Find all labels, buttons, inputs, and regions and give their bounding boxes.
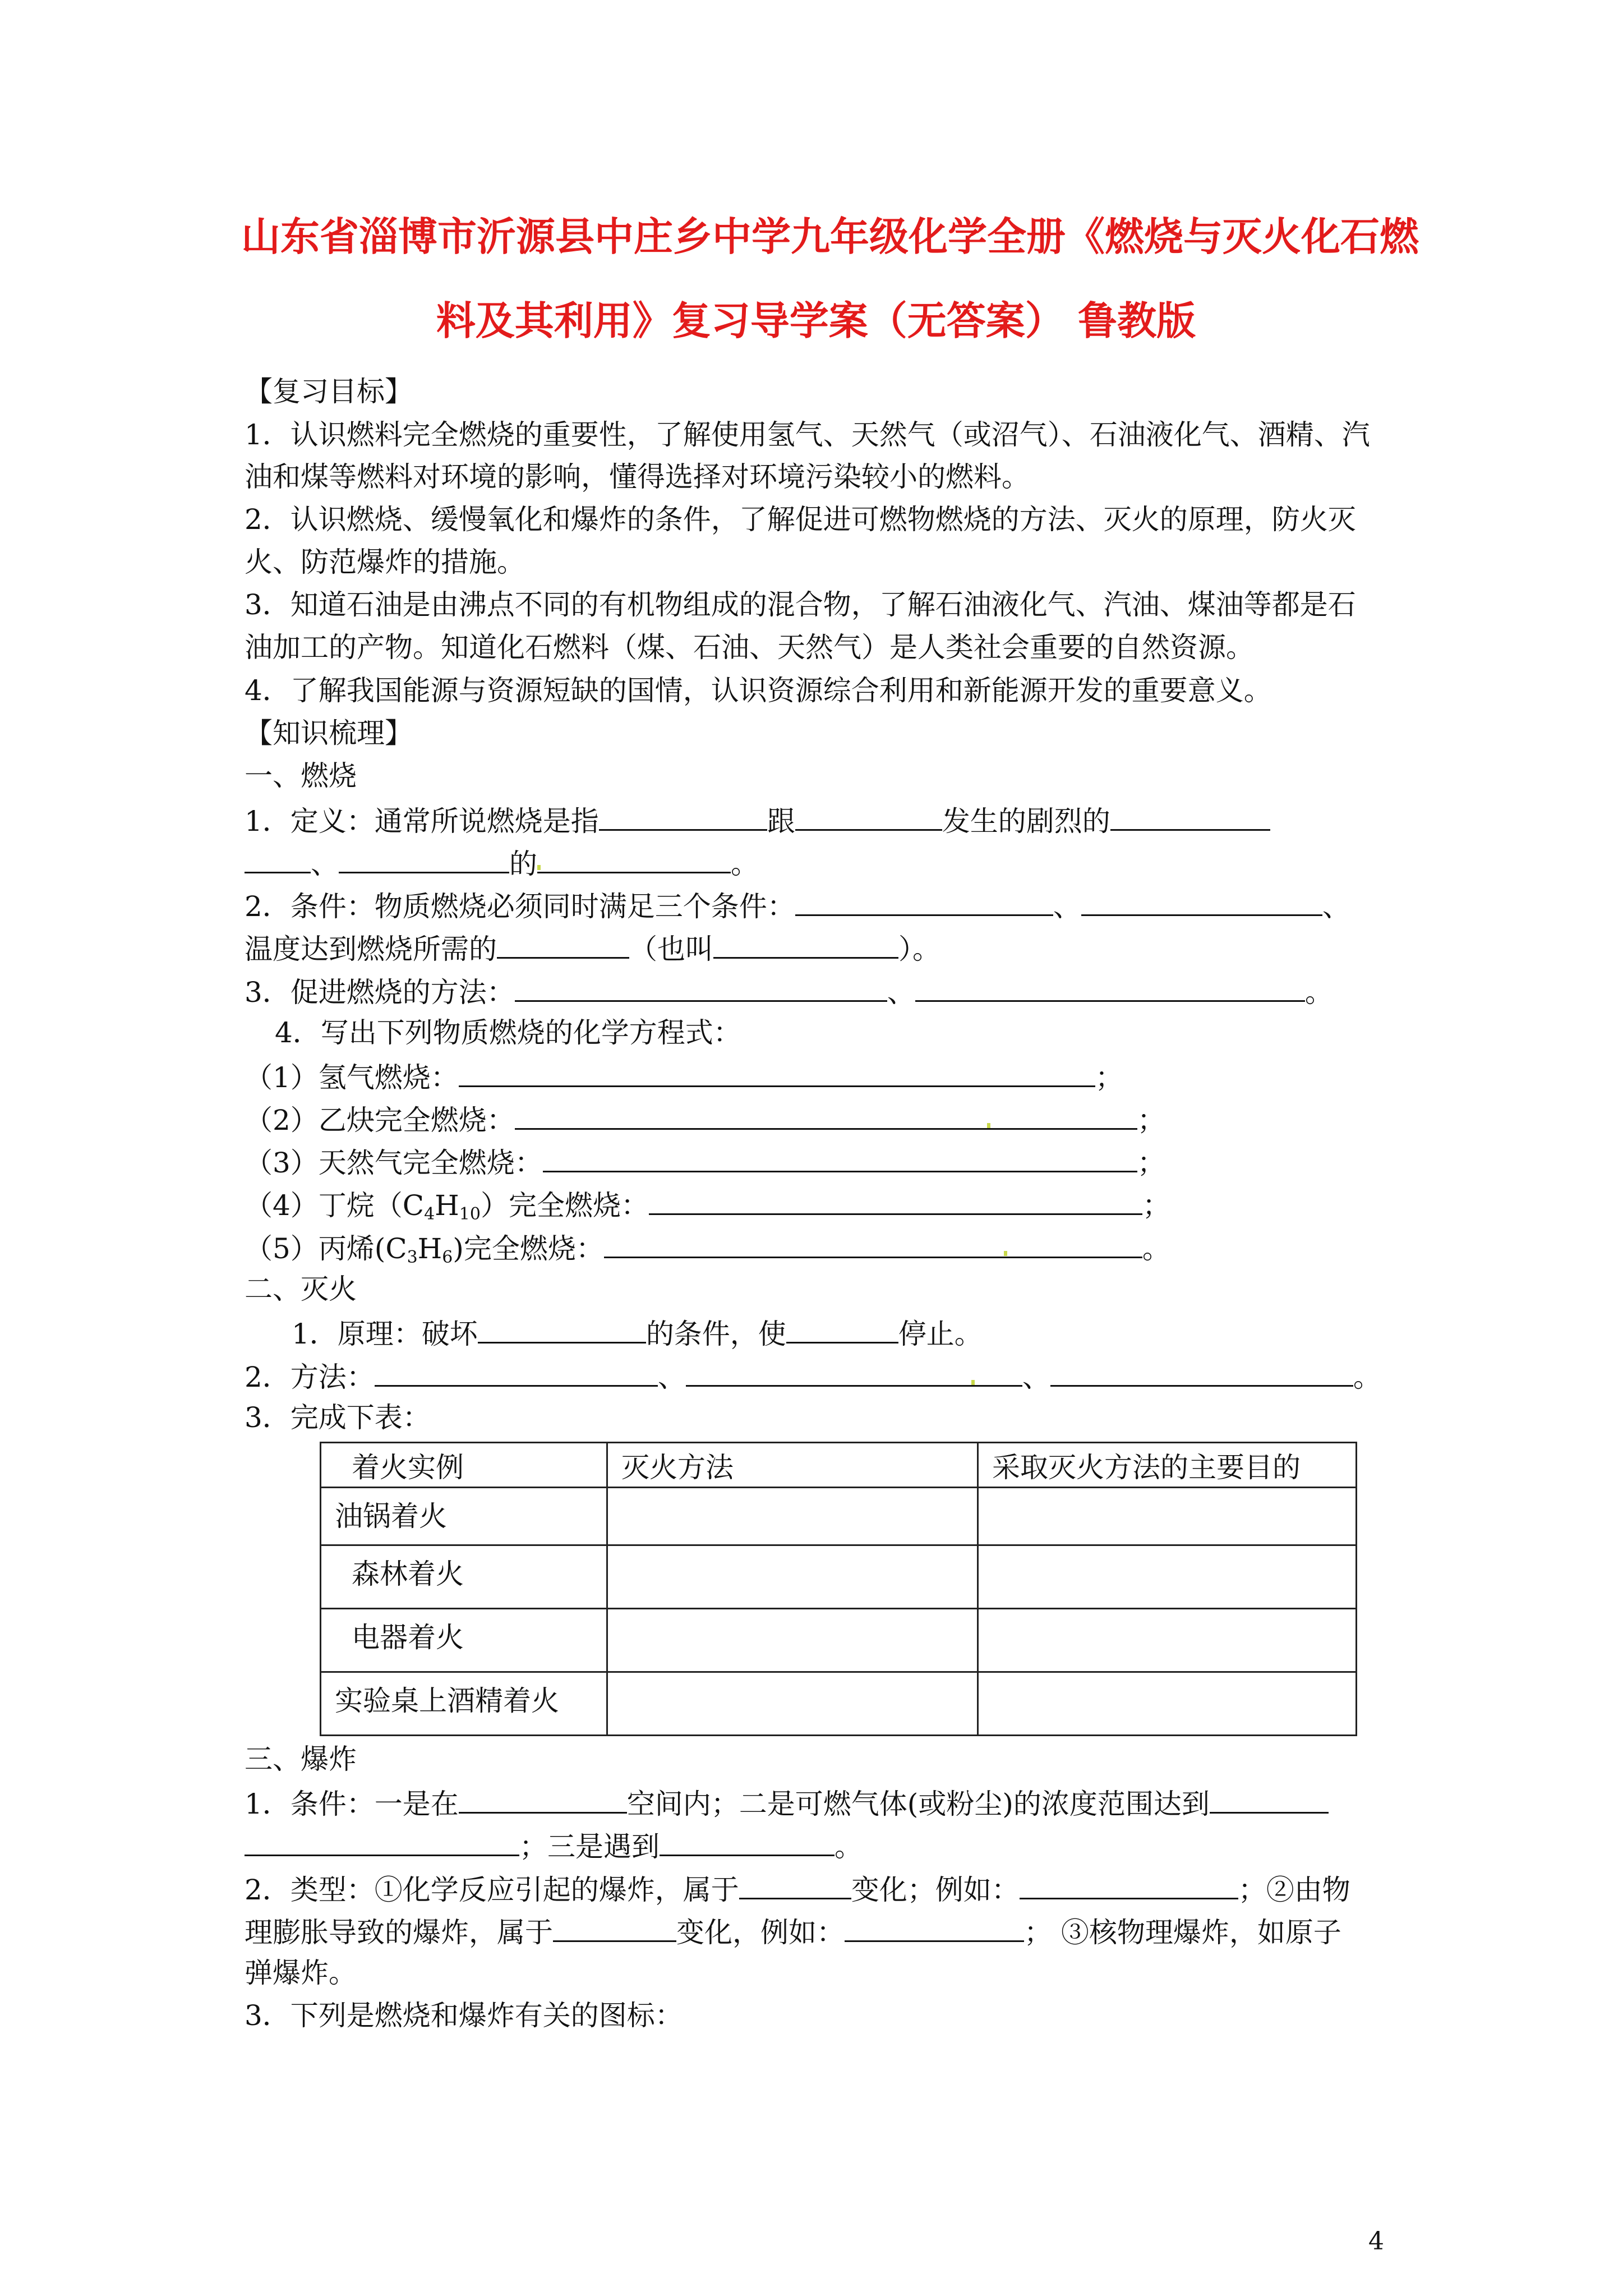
blank-field[interactable] bbox=[339, 845, 509, 873]
equation-label: H bbox=[417, 1232, 442, 1265]
scan-speck bbox=[987, 1123, 990, 1128]
explosion-text: ；三是遇到 bbox=[519, 1830, 660, 1863]
principle-label: 1．原理：破坏 bbox=[292, 1318, 478, 1350]
conditions-label: 2．条件：物质燃烧必须同时满足三个条件： bbox=[245, 890, 795, 923]
equation-label: （3）天然气完全燃烧： bbox=[245, 1147, 543, 1179]
explosion-icons-line: 3．下列是燃烧和爆炸有关的图标： bbox=[245, 1999, 683, 2032]
blank-field[interactable] bbox=[537, 845, 731, 873]
definition-text: 的 bbox=[509, 848, 537, 880]
goal-line: 油加工的产物。知道化石燃料（煤、石油、天然气）是人类社会重要的自然资源。 bbox=[245, 631, 1254, 664]
table-cell-input[interactable] bbox=[607, 1609, 978, 1672]
equation-label: )完全燃烧： bbox=[453, 1232, 604, 1265]
equation-label: （5）丙烯(C bbox=[245, 1232, 407, 1265]
table-cell-input[interactable] bbox=[607, 1672, 978, 1736]
explosion-label: 1．条件：一是在 bbox=[245, 1788, 459, 1820]
definition-text: 。 bbox=[731, 848, 759, 880]
scan-speck bbox=[537, 865, 541, 870]
method-text: 。 bbox=[1353, 1361, 1381, 1393]
explosion-types-line bbox=[245, 1871, 1350, 1907]
blank-field[interactable] bbox=[1020, 1871, 1238, 1899]
explosion-text: 变化；例如： bbox=[851, 1874, 1020, 1906]
table-header-cell: 灭火方法 bbox=[607, 1443, 978, 1488]
table-cell-label: 油锅着火 bbox=[321, 1488, 607, 1545]
definition-label: 1．定义：通常所说燃烧是指 bbox=[245, 805, 599, 838]
conditions-text: 、 bbox=[1053, 890, 1081, 923]
blank-field[interactable] bbox=[649, 1186, 1142, 1215]
blank-field[interactable] bbox=[478, 1315, 646, 1343]
blank-field[interactable] bbox=[1210, 1785, 1329, 1814]
promote-text: 、 bbox=[887, 976, 915, 1009]
conditions-line bbox=[245, 887, 1350, 923]
blank-field[interactable] bbox=[845, 1913, 1024, 1942]
document-title-line-1: 山东省淄博市沂源县中庄乡中学九年级化学全册《燃烧与灭火化石燃 bbox=[241, 214, 1419, 260]
blank-field[interactable] bbox=[599, 802, 767, 831]
table-cell-label: 森林着火 bbox=[321, 1545, 607, 1609]
principle-text: 停止。 bbox=[898, 1318, 983, 1350]
table-row bbox=[321, 1672, 1357, 1736]
scan-speck bbox=[1004, 1251, 1007, 1256]
table-cell-input[interactable] bbox=[978, 1672, 1357, 1736]
definition-text: 、 bbox=[311, 848, 339, 880]
page-number: 4 bbox=[1368, 2227, 1384, 2256]
section-heading-goals: 【复习目标】 bbox=[245, 375, 413, 408]
subscript: 10 bbox=[459, 1204, 481, 1224]
goal-line: 1．认识燃料完全燃烧的重要性，了解使用氢气、天然气（或沼气）、石油液化气、酒精、汽 bbox=[245, 418, 1370, 451]
blank-field[interactable] bbox=[515, 1101, 1137, 1130]
table-cell-input[interactable] bbox=[978, 1545, 1357, 1609]
definition-line bbox=[245, 802, 1270, 838]
equation-label: H bbox=[435, 1189, 459, 1222]
blank-field[interactable] bbox=[245, 845, 311, 873]
equation-label: （4）丁烷（C bbox=[245, 1189, 425, 1222]
table-header-cell: 着火实例 bbox=[321, 1443, 607, 1488]
explosion-types-line-2 bbox=[245, 1913, 1341, 1949]
method-label: 2．方法： bbox=[245, 1361, 375, 1393]
equation-line bbox=[245, 1101, 1165, 1137]
method-text: 、 bbox=[657, 1361, 686, 1393]
equation-label: ）完全燃烧： bbox=[480, 1189, 649, 1222]
section-heading-explosion: 三、爆炸 bbox=[245, 1743, 357, 1775]
conditions-text: 、 bbox=[1322, 890, 1350, 923]
section-heading-extinguish: 二、灭火 bbox=[245, 1273, 357, 1305]
subscript: 6 bbox=[442, 1248, 453, 1267]
goal-line: 4．了解我国能源与资源短缺的国情，认识资源综合利用和新能源开发的重要意义。 bbox=[245, 674, 1272, 707]
blank-field[interactable] bbox=[739, 1871, 851, 1899]
blank-field[interactable] bbox=[660, 1828, 834, 1856]
goal-line: 油和煤等燃料对环境的影响，懂得选择对环境污染较小的燃料。 bbox=[245, 461, 1030, 493]
explosion-conditions-line-2 bbox=[245, 1828, 863, 1864]
section-heading-knowledge: 【知识梳理】 bbox=[245, 717, 413, 749]
promote-label: 3．促进燃烧的方法： bbox=[245, 976, 515, 1009]
blank-field[interactable] bbox=[604, 1230, 1142, 1258]
blank-field[interactable] bbox=[713, 930, 898, 959]
equation-text: ； bbox=[1095, 1061, 1123, 1094]
blank-field[interactable] bbox=[459, 1785, 627, 1814]
table-cell-input[interactable] bbox=[978, 1488, 1357, 1545]
conditions-text: 温度达到燃烧所需的 bbox=[245, 933, 497, 965]
table-cell-input[interactable] bbox=[607, 1545, 978, 1609]
blank-field[interactable] bbox=[915, 973, 1305, 1002]
blank-field[interactable] bbox=[459, 1059, 1095, 1087]
goal-line: 2．认识燃烧、缓慢氧化和爆炸的条件，了解促进可燃物燃烧的方法、灭火的原理，防火灭 bbox=[245, 503, 1356, 536]
conditions-text: （也叫 bbox=[629, 933, 713, 965]
explosion-types-line-3: 弹爆炸。 bbox=[245, 1957, 357, 1989]
blank-field[interactable] bbox=[786, 1315, 898, 1343]
scan-speck bbox=[971, 1380, 975, 1385]
explosion-text: 理膨胀导致的爆炸，属于 bbox=[245, 1916, 553, 1949]
blank-field[interactable] bbox=[795, 802, 942, 831]
blank-field[interactable] bbox=[515, 973, 887, 1002]
equation-text: 。 bbox=[1142, 1232, 1170, 1265]
promote-combustion-line bbox=[245, 973, 1333, 1009]
section-heading-combustion: 一、燃烧 bbox=[245, 760, 357, 792]
equation-text: ； bbox=[1137, 1104, 1165, 1137]
promote-text: 。 bbox=[1304, 976, 1333, 1009]
explosion-conditions-line bbox=[245, 1785, 1329, 1821]
method-text: 、 bbox=[1022, 1361, 1050, 1393]
conditions-text: ）。 bbox=[898, 933, 940, 965]
table-header-row bbox=[321, 1443, 1357, 1488]
goal-line: 火、防范爆炸的措施。 bbox=[245, 546, 525, 578]
explosion-label: 2．类型：①化学反应引起的爆炸，属于 bbox=[245, 1874, 739, 1906]
document-title-line-2: 料及其利用》复习导学案（无答案） 鲁教版 bbox=[436, 298, 1196, 344]
conditions-line-2 bbox=[245, 930, 940, 966]
table-header-cell: 采取灭火方法的主要目的 bbox=[978, 1443, 1357, 1488]
equation-text: ； bbox=[1137, 1147, 1165, 1179]
blank-field[interactable] bbox=[1110, 802, 1270, 831]
blank-field[interactable] bbox=[497, 930, 629, 959]
explosion-text: ；②由物 bbox=[1238, 1874, 1350, 1906]
equation-text: ； bbox=[1142, 1189, 1170, 1222]
equation-line bbox=[245, 1230, 1170, 1274]
equations-heading: 4．写出下列物质燃烧的化学方程式： bbox=[275, 1016, 741, 1049]
goal-line: 3．知道石油是由沸点不同的有机物组成的混合物，了解石油液化气、汽油、煤油等都是石 bbox=[245, 588, 1356, 621]
principle-line bbox=[292, 1315, 983, 1351]
table-row bbox=[321, 1609, 1357, 1672]
blank-field[interactable] bbox=[553, 1913, 676, 1942]
explosion-text: 变化，例如： bbox=[676, 1916, 845, 1949]
explosion-text: 。 bbox=[834, 1830, 863, 1863]
blank-field[interactable] bbox=[795, 887, 1053, 916]
blank-field[interactable] bbox=[245, 1828, 519, 1856]
explosion-text: 空间内；二是可燃气体(或粉尘)的浓度范围达到 bbox=[626, 1788, 1210, 1820]
principle-text: 的条件，使 bbox=[645, 1318, 786, 1350]
blank-field[interactable] bbox=[1081, 887, 1322, 916]
explosion-text: ； ③核物理爆炸，如原子 bbox=[1024, 1916, 1341, 1949]
subscript: 4 bbox=[424, 1204, 435, 1224]
table-cell-input[interactable] bbox=[607, 1488, 978, 1545]
blank-field[interactable] bbox=[375, 1358, 658, 1387]
blank-field[interactable] bbox=[543, 1144, 1137, 1172]
table-cell-input[interactable] bbox=[978, 1609, 1357, 1672]
extinguish-table bbox=[320, 1442, 1357, 1736]
table-row bbox=[321, 1545, 1357, 1609]
method-line bbox=[245, 1358, 1381, 1394]
blank-field[interactable] bbox=[1050, 1358, 1353, 1387]
equation-line bbox=[245, 1186, 1170, 1231]
table-cell-label: 电器着火 bbox=[321, 1609, 607, 1672]
equation-label: （2）乙炔完全燃烧： bbox=[245, 1104, 515, 1137]
definition-text: 跟 bbox=[767, 805, 795, 838]
table-intro: 3．完成下表： bbox=[245, 1401, 431, 1434]
table-row bbox=[321, 1488, 1357, 1545]
equation-label: （1）氢气燃烧： bbox=[245, 1061, 459, 1094]
equation-line bbox=[245, 1144, 1165, 1180]
table-cell-label: 实验桌上酒精着火 bbox=[321, 1672, 607, 1736]
subscript: 3 bbox=[407, 1248, 418, 1267]
definition-text: 发生的剧烈的 bbox=[942, 805, 1110, 838]
definition-line-2 bbox=[245, 845, 759, 881]
equation-line bbox=[245, 1059, 1123, 1094]
